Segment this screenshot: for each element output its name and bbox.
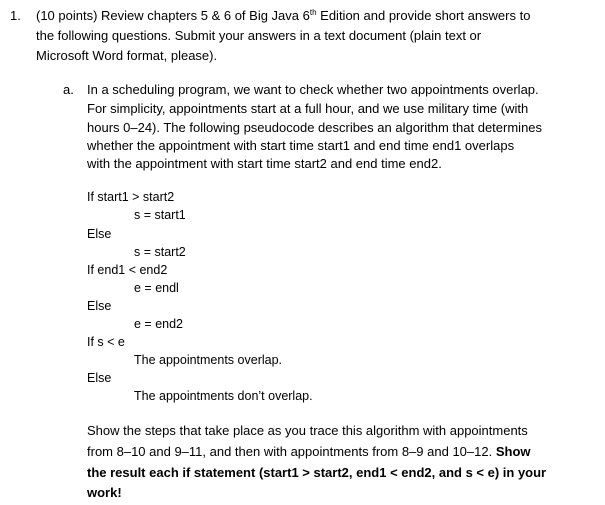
pseudo-s-start2: s = start2 — [134, 245, 186, 259]
pseudo-no-overlap: The appointments don’t overlap. — [134, 389, 313, 403]
instruction-line-4-bold: work! — [87, 485, 122, 500]
instruction-line-4 — [87, 483, 122, 504]
part-a-line-4: whether the appointment with start time start1 and end time end1 overlaps — [87, 138, 515, 153]
instruction-line-3 — [87, 463, 546, 484]
part-a-line-5: with the appointment with start time start2 and end time end2. — [87, 156, 442, 171]
question-line-3: Microsoft Word format, please). — [36, 48, 218, 63]
instruction-line-2 — [87, 442, 531, 463]
pseudo-if-s-e: If s < e — [87, 335, 125, 349]
question-line-2: the following questions. Submit your answers in a text document (plain text or — [36, 28, 482, 43]
instruction-line-2-plain: from 8–10 and 9–11, and then with appointments from 8–9 and 10–12. — [87, 444, 496, 459]
part-a-label: a. — [63, 82, 74, 97]
pseudo-if-start: If start1 > start2 — [87, 190, 175, 204]
instruction-line-2-bold: Show — [495, 444, 531, 459]
pseudo-else-2: Else — [87, 299, 112, 313]
superscript-th: th — [309, 8, 317, 17]
pseudo-else-1: Else — [87, 227, 112, 241]
part-a-line-2: For simplicity, appointments start at a full hour, and we use military time (with — [87, 101, 529, 116]
pseudo-s-start1: s = start1 — [134, 208, 186, 222]
instruction-line-1: Show the steps that take place as you trace this algorithm with appointments — [87, 423, 528, 438]
part-a-line-3: hours 0–24). The following pseudocode describes an algorithm that determines — [87, 120, 543, 135]
pseudo-overlap: The appointments overlap. — [134, 353, 283, 367]
question-line-1 — [36, 6, 530, 27]
question-line-1-pre: (10 points) Review chapters 5 & 6 of Big Java 6 — [36, 8, 310, 23]
question-line-1-post: Edition and provide short answers to — [316, 8, 531, 23]
instruction-line-3-bold: the result each if statement (start1 > start2, end1 < end2, and s < e) in your — [87, 465, 547, 480]
part-a-line-1: In a scheduling program, we want to check whether two appointments overlap. — [87, 82, 539, 97]
pseudo-e-end2: e = end2 — [134, 317, 184, 331]
pseudo-if-end: If end1 < end2 — [87, 263, 168, 277]
question-number: 1. — [10, 8, 21, 23]
pseudo-e-end1: e = endl — [134, 281, 179, 295]
pseudo-else-3: Else — [87, 371, 112, 385]
